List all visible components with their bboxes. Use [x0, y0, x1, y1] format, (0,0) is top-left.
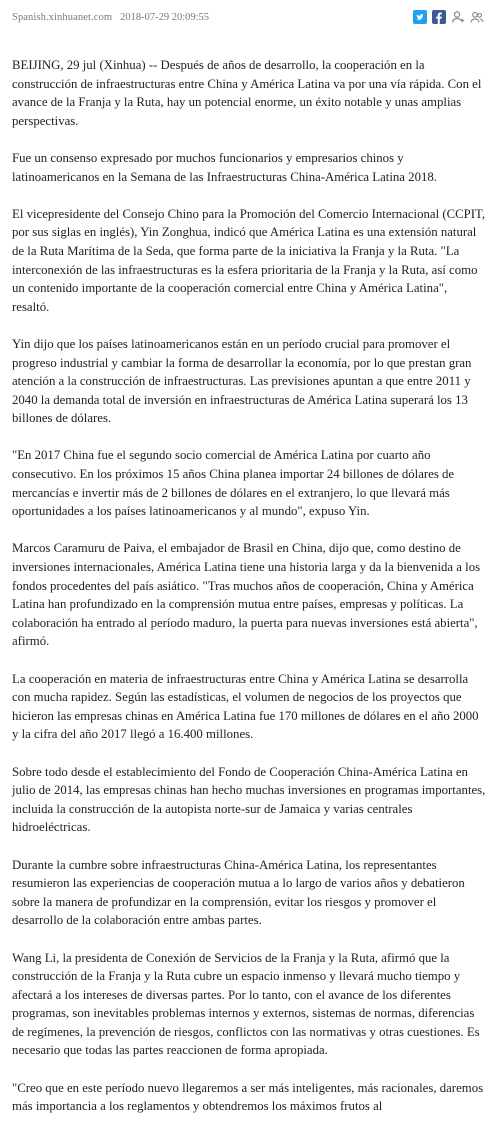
- article-paragraph: Fue un consenso expresado por muchos funcionarios y empresarios chinos y latinoamericanos en la Semana de las Infraestructuras China-América Latina 2018.: [12, 150, 437, 184]
- source-site: Spanish.xinhuanet.com: [12, 11, 113, 23]
- article-paragraph: Wang Li, la presidenta de Conexión de Servicios de la Franja y la Ruta, afirmó que la construcción de la Franja y la Ruta cubre un espacio inmenso y llevará mucho tiempo y afectará a los intereses de diversas partes. Por lo tanto, con el avance de los diferentes programas, son inevitables problemas internos y externos, sistemas de normas, diferencias de regímenes, la prevención de riesgos, conflictos con las normativas y otras cuestiones. Es necesario que todas las partes reaccionen de forma apropiada.: [12, 950, 480, 1058]
- article-paragraph: El vicepresidente del Consejo Chino para la Promoción del Comercio Internacional (CCPIT, por sus siglas en inglés), Yin Zonghua, indicó que América Latina es una extensión natural de la Ruta Marítima de la Seda, que forma parte de la iniciativa la Franja y la Ruta. "La interconexión de las infraestructuras es la esfera prioritaria de la Franja y la Ruta, así como un contenido importante de la cooperación comercial entre China y América Latina", resaltó.: [12, 206, 486, 314]
- share-toolbar: [413, 10, 484, 24]
- article-paragraph: Marcos Caramuru de Paiva, el embajador de Brasil en China, dijo que, como destino de inversiones internacionales, América Latina tiene una historia larga y da la bienvenida a los fondos procedentes del país asiático. "Tras muchos años de cooperación, China y América Latina han profundizado en la comprensión mutua entre países, empresas y políticas. La colaboración ha entrado al período maduro, la puerta para nuevas inversiones está abierta", afirmó.: [12, 541, 481, 649]
- article-paragraph: BEIJING, 29 jul (Xinhua) -- Después de años de desarrollo, la cooperación en la construcción de infraestructuras entre China y América Latina va por una vía rápida. Con el avance de la Franja y la Ruta, hay un potencial enorme, un éxito notable y unas amplias perspectivas.: [12, 58, 482, 128]
- article-body: [12, 56, 486, 1134]
- article-paragraph: Sobre todo desde el establecimiento del Fondo de Cooperación China-América Latina en julio de 2014, las empresas chinas han hecho muchas inversiones en programas importantes, incluida la construcción de la autopista norte-sur de Jamaica y varias centrales hidroeléctricas.: [12, 764, 486, 835]
- article-paragraph: Yin dijo que los países latinoamericanos están en un período crucial para promover el progreso industrial y cambiar la forma de desarrollar la economía, por lo que prestan gran atención a la construcción de infraestructuras. Las previsiones apuntan a que entre 2011 y 2040 la demanda total de inversión en infraestructuras de América Latina superará los 13 billones de dólares.: [12, 336, 472, 426]
- article-header: [0, 0, 494, 34]
- facebook-icon[interactable]: [432, 10, 446, 24]
- article-paragraph: La cooperación en materia de infraestructuras entre China y América Latina se desarrolla con mucha rapidez. Según las estadísticas, el volumen de negocios de los proyectos que hicieron las empresas chinas en América Latina fue 170 millones de dólares en el año 2000 y la cifra del año 2017 llegó a 16.400 millones.: [12, 671, 479, 742]
- publish-datetime: 2018-07-29 20:09:55: [120, 11, 210, 23]
- article-paragraph: "Creo que en este período nuevo llegaremos a ser más inteligentes, más racionales, daremos más importancia a los reglamentos y obtendremos los máximos frutos al: [12, 1080, 484, 1114]
- user-profile-icon[interactable]: [451, 10, 465, 24]
- user-group-icon[interactable]: [470, 10, 484, 24]
- article-paragraph: "En 2017 China fue el segundo socio comercial de América Latina por cuarto año consecutivo. En los próximos 15 años China planea importar 24 billones de dólares de mercancías e invertir más de 2 billones de dólares en el extranjero, lo que llevará más oportunidades a los países latinoamericanos y al mundo", expuso Yin.: [12, 448, 455, 519]
- twitter-icon[interactable]: [413, 10, 427, 24]
- article-paragraph: Durante la cumbre sobre infraestructuras China-América Latina, los representantes resumieron las experiencias de cooperación mutua a lo largo de varios años y debatieron sobre la manera de profundizar en la comprensión, evitar los riesgos y promover el desarrollo de la colaboración entre ambas partes.: [12, 857, 465, 928]
